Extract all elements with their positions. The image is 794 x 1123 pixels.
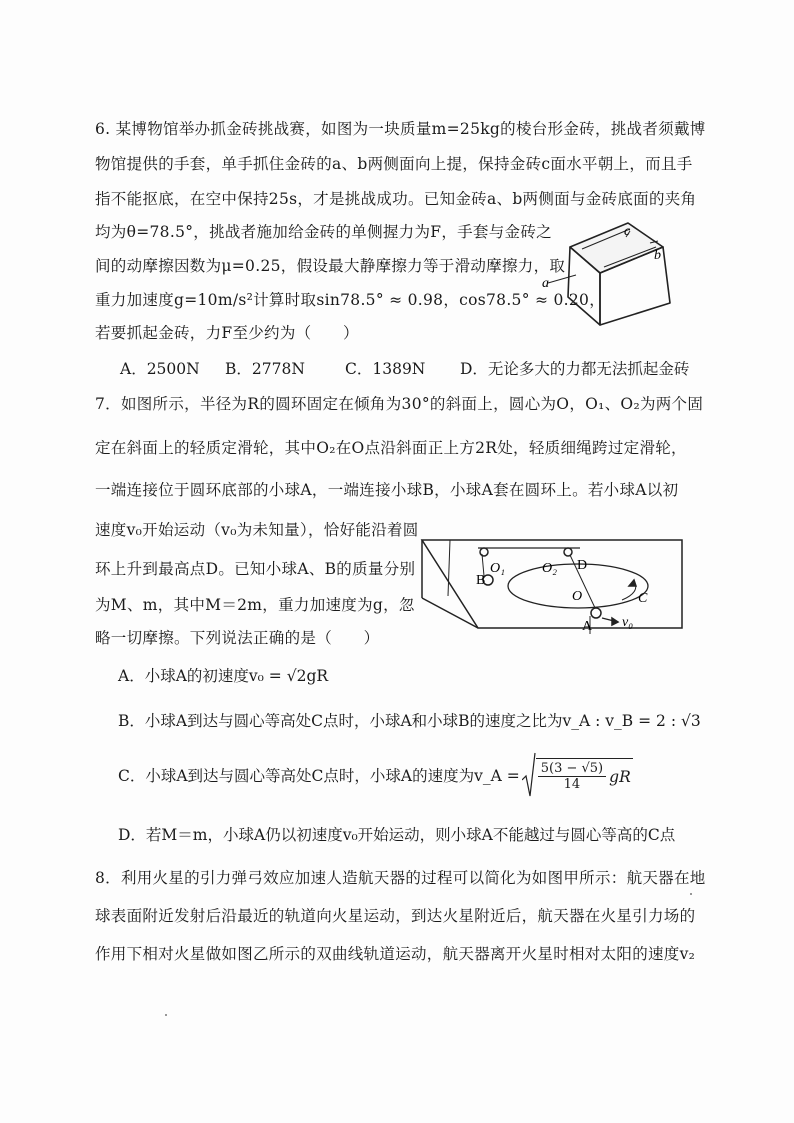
q6-option-d: D．无论多大的力都无法抓起金砖 [460,360,690,378]
sqrt-expression [522,752,633,798]
q7-line-3: 一端连接位于圆环底部的小球A，一端连接小球B，小球A套在圆环上。若小球A以初 [95,481,679,499]
q7-line-4: 速度v₀开始运动（v₀为未知量），恰好能沿着圆 [95,521,419,539]
q7-option-b: B．小球A到达与圆心等高处C点时，小球A和小球B的速度之比为v_A : v_B = 2 : √3 [118,712,701,730]
radical-sign [522,752,536,798]
q6-option-c: C．1389N [345,360,426,378]
brick-label-c: c [624,224,631,239]
q7-option-c [118,752,633,798]
brick-label-a: a [542,276,549,291]
q8-line-1: 8．利用火星的引力弹弓效应加速人造航天器的过程可以简化为如图甲所示：航天器在地 [95,869,706,887]
fig-label-b: B [476,573,486,588]
fig-label-c: C [638,591,648,606]
q8-line-2: 球表面附近发射后沿最近的轨道向火星运动，到达火星附近后，航天器在火星引力场的 [95,907,696,925]
scan-speck [165,1014,167,1016]
q7-option-c-text: C．小球A到达与圆心等高处C点时，小球A的速度为v_A = [118,767,520,785]
fig-label-o: O [572,589,583,604]
fig-label-d: D [577,558,588,573]
q6-line-1: 6. 某博物馆举办抓金砖挑战赛，如图为一块质量m=25kg的棱台形金砖，挑战者须戴博 [95,120,706,138]
q7-line-6: 为M、m，其中M＝2m，重力加速度为g，忽 [95,596,415,614]
fraction-denominator: 14 [563,777,581,792]
fig-label-o1: O₁ [490,561,505,576]
scan-speck [690,893,692,895]
q7-line-7: 略一切摩擦。下列说法正确的是（ ） [95,629,380,647]
fig-label-v0: v₀ [622,615,634,630]
brick-label-b: b [654,248,661,263]
q6-option-a: A．2500N [120,360,200,378]
q7-line-2: 定在斜面上的轻质定滑轮，其中O₂在O点沿斜面正上方2R处，轻质细绳跨过定滑轮， [95,439,687,457]
q6-line-6: 重力加速度g=10m/s²计算时取sin78.5° ≈ 0.98，cos78.5° ≈ 0.20， [95,291,606,309]
q6-line-3: 指不能抠底，在空中保持25s，才是挑战成功。已知金砖a、b两侧面与金砖底面的夹角 [95,190,697,208]
fraction-tail: gR [609,767,631,786]
q6-line-4: 均为θ=78.5°，挑战者施加给金砖的单侧握力为F，手套与金砖之 [95,223,552,241]
fraction-numerator: 5(3 − √5) [538,761,606,777]
q8-line-3: 作用下相对火星做如图乙所示的双曲线轨道运动，航天器离开火星时相对太阳的速度v₂ [95,945,696,963]
q7-line-5: 环上升到最高点D。已知小球A、B的质量分别 [95,560,416,578]
q7-line-1: 7．如图所示，半径为R的圆环固定在倾角为30°的斜面上，圆心为O，O₁、O₂为两个固 [95,395,704,413]
q6-option-b: B．2778N [225,360,305,378]
q6-line-2: 物馆提供的手套，单手抓住金砖的a、b两侧面向上提，保持金砖c面水平朝上，而且手 [95,155,693,173]
q6-line-5: 间的动摩擦因数为μ=0.25，假设最大静摩擦力等于滑动摩擦力，取 [95,257,566,275]
q6-line-7: 若要抓起金砖，力F至少约为（ ） [95,324,359,342]
fig-label-o2: O₂ [542,561,557,576]
q7-option-d: D．若M＝m，小球A仍以初速度v₀开始运动，则小球A不能越过与圆心等高的C点 [118,826,676,844]
incline-ring-figure [420,536,690,636]
fig-label-a: A [582,619,593,634]
gold-brick-figure [540,215,690,335]
sqrt-fraction [538,761,606,792]
q7-option-a: A．小球A的初速度v₀ = √2gR [118,667,329,685]
